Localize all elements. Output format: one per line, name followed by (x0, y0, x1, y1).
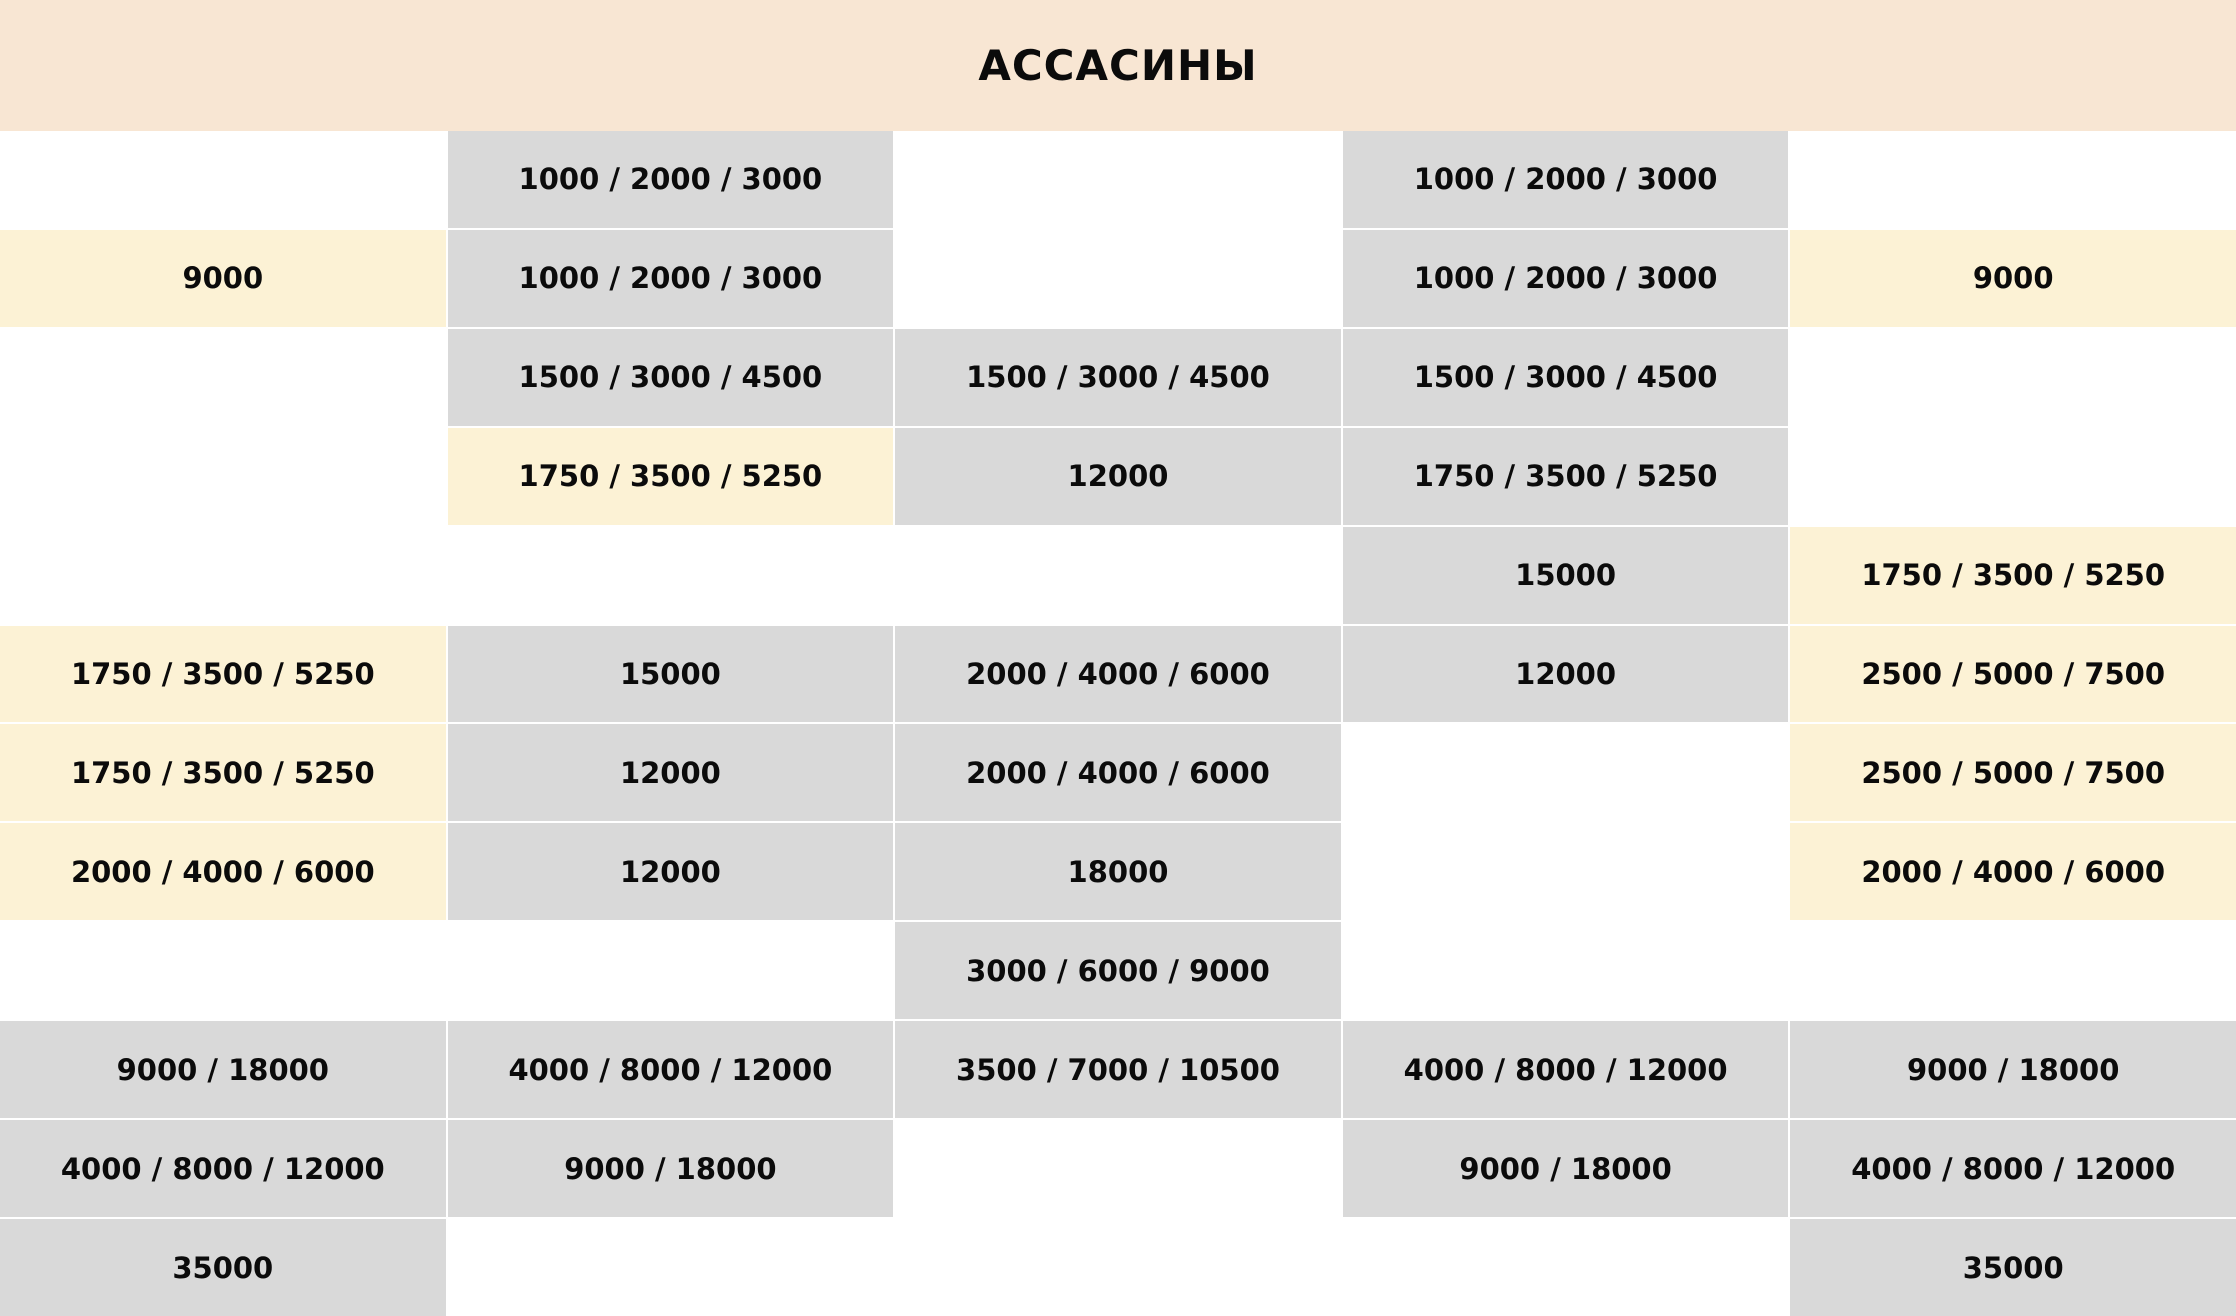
empty-cell (0, 131, 446, 228)
table-cell: 1000 / 2000 / 3000 (448, 230, 894, 327)
table-cell: 9000 (0, 230, 446, 327)
empty-cell (1790, 329, 2236, 426)
table-cell: 2000 / 4000 / 6000 (0, 823, 446, 920)
table-cell: 35000 (0, 1219, 446, 1316)
empty-cell (0, 922, 446, 1019)
table-cell: 1750 / 3500 / 5250 (0, 626, 446, 723)
page-title: АССАСИНЫ (978, 41, 1258, 90)
empty-cell (895, 527, 1341, 624)
table-cell: 4000 / 8000 / 12000 (448, 1021, 894, 1118)
table-cell: 4000 / 8000 / 12000 (1790, 1120, 2236, 1217)
table-cell: 2500 / 5000 / 7500 (1790, 724, 2236, 821)
empty-cell (1343, 1219, 1789, 1316)
table-cell: 9000 (1790, 230, 2236, 327)
empty-cell (895, 1120, 1341, 1217)
table-cell: 9000 / 18000 (1343, 1120, 1789, 1217)
table-cell: 35000 (1790, 1219, 2236, 1316)
table-cell: 4000 / 8000 / 12000 (0, 1120, 446, 1217)
table-cell: 9000 / 18000 (0, 1021, 446, 1118)
table-cell: 15000 (448, 626, 894, 723)
cost-grid (0, 131, 2236, 1316)
empty-cell (1343, 823, 1789, 920)
empty-cell (448, 922, 894, 1019)
table-cell: 2000 / 4000 / 6000 (1790, 823, 2236, 920)
table-cell: 3500 / 7000 / 10500 (895, 1021, 1341, 1118)
table-cell: 12000 (448, 823, 894, 920)
empty-cell (0, 329, 446, 426)
table-cell: 3000 / 6000 / 9000 (895, 922, 1341, 1019)
empty-cell (1343, 922, 1789, 1019)
empty-cell (1790, 131, 2236, 228)
table-header (0, 0, 2236, 131)
table-cell: 1750 / 3500 / 5250 (0, 724, 446, 821)
empty-cell (448, 1219, 894, 1316)
empty-cell (448, 527, 894, 624)
table-cell: 2000 / 4000 / 6000 (895, 626, 1341, 723)
table-cell: 18000 (895, 823, 1341, 920)
table-cell: 12000 (895, 428, 1341, 525)
table-cell: 12000 (448, 724, 894, 821)
table-cell: 1500 / 3000 / 4500 (448, 329, 894, 426)
empty-cell (0, 428, 446, 525)
table-cell: 1750 / 3500 / 5250 (1790, 527, 2236, 624)
table-cell: 1000 / 2000 / 3000 (1343, 230, 1789, 327)
empty-cell (895, 131, 1341, 228)
table-cell: 1750 / 3500 / 5250 (1343, 428, 1789, 525)
empty-cell (1790, 428, 2236, 525)
table-cell: 2000 / 4000 / 6000 (895, 724, 1341, 821)
table-cell: 2500 / 5000 / 7500 (1790, 626, 2236, 723)
empty-cell (895, 1219, 1341, 1316)
table-cell: 15000 (1343, 527, 1789, 624)
empty-cell (0, 527, 446, 624)
table-cell: 1000 / 2000 / 3000 (1343, 131, 1789, 228)
empty-cell (1790, 922, 2236, 1019)
table-cell: 1500 / 3000 / 4500 (1343, 329, 1789, 426)
table-cell: 9000 / 18000 (448, 1120, 894, 1217)
table-cell: 1000 / 2000 / 3000 (448, 131, 894, 228)
table-cell: 4000 / 8000 / 12000 (1343, 1021, 1789, 1118)
table-cell: 1750 / 3500 / 5250 (448, 428, 894, 525)
table-cell: 9000 / 18000 (1790, 1021, 2236, 1118)
table-cell: 1500 / 3000 / 4500 (895, 329, 1341, 426)
empty-cell (1343, 724, 1789, 821)
table-cell: 12000 (1343, 626, 1789, 723)
empty-cell (895, 230, 1341, 327)
